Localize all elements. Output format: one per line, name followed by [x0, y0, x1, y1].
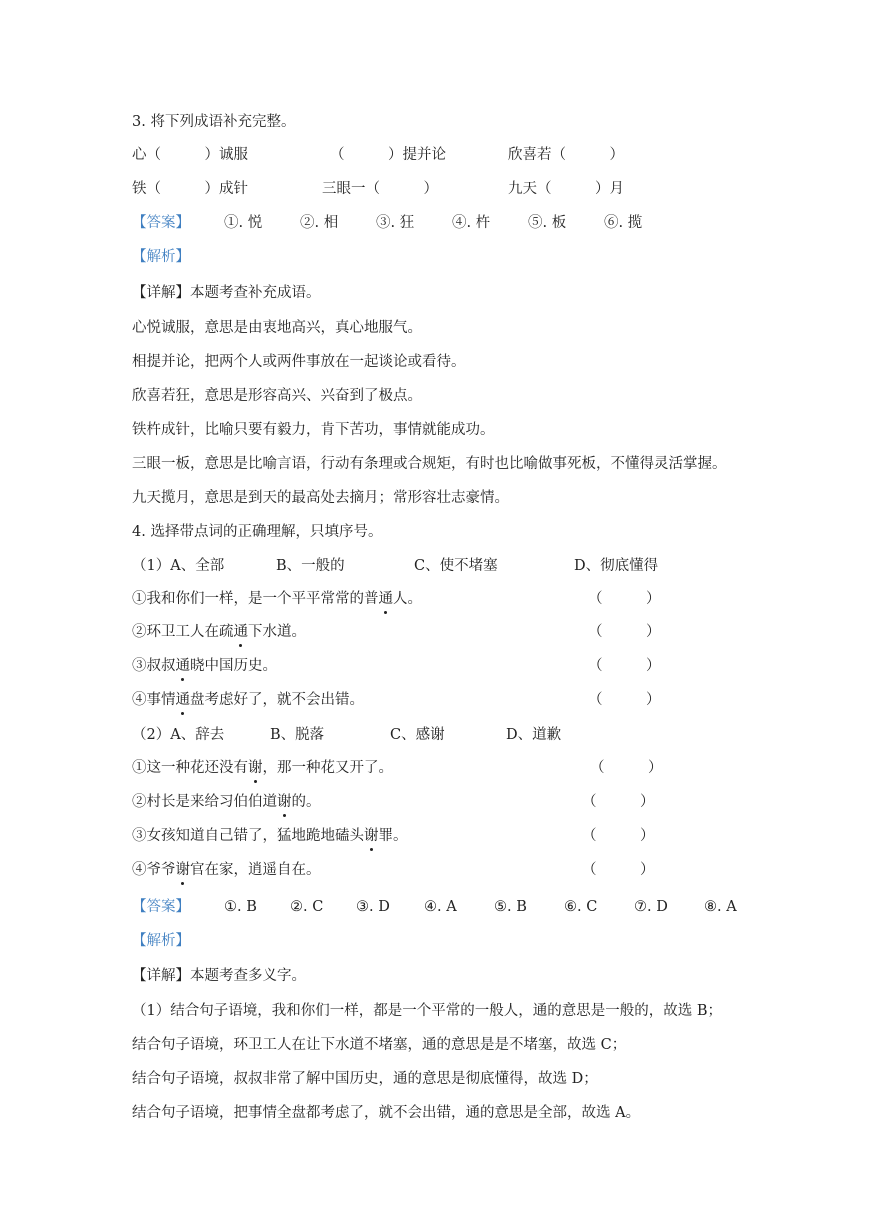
sentence-item: [132, 589, 422, 609]
option-label: （2）A、辞去: [132, 727, 225, 743]
dotted-char: 通: [175, 658, 190, 674]
option-label: （1）A、全部: [132, 558, 225, 574]
option-label: B、脱落: [270, 727, 325, 743]
answer-paren: （ ）: [582, 828, 655, 844]
explanation-line: 欣喜若狂，意思是形容高兴、兴奋到了极点。: [132, 388, 422, 404]
detail-heading: 【详解】本题考查补充成语。: [132, 285, 321, 301]
answer-item: ⑤. B: [494, 899, 527, 915]
sentence-text: ④事情: [132, 692, 176, 708]
sentence-text: 下水道。: [248, 624, 306, 640]
explanation-line: 三眼一板，意思是比喻言语，行动有条理或合规矩，有时也比喻做事死板，不懂得灵活掌握。: [132, 456, 727, 472]
answer-item: ⑤. 板: [528, 215, 567, 231]
sentence-item: [132, 758, 393, 778]
sentence-text: ③女孩知道自己错了，猛地跪地磕头: [132, 828, 364, 844]
idiom-blank: 三眼一（ ）: [322, 181, 438, 197]
answer-paren: （ ）: [582, 794, 655, 810]
sentence-item: [132, 792, 321, 812]
idiom-blank: 心（ ）诚服: [132, 147, 248, 163]
idiom-blank: 九天（ ）月: [508, 181, 624, 197]
question-3-title: 3. 将下列成语补充完整。: [132, 114, 296, 130]
answer-item: ③. D: [356, 899, 390, 915]
dotted-char: 通: [378, 591, 393, 607]
sentence-text: ②村长是来给习伯伯道: [132, 794, 277, 810]
sentence-text: ①这一种花还没有: [132, 760, 248, 776]
idiom-blank: 欣喜若（ ）: [508, 147, 624, 163]
option-label: D、彻底懂得: [574, 558, 659, 574]
answer-item: ④. A: [424, 899, 457, 915]
sentence-text: 的。: [291, 794, 321, 810]
option-label: C、感谢: [390, 727, 445, 743]
answer-paren: （ ）: [582, 862, 655, 878]
answer-item: ①. 悦: [224, 215, 263, 231]
answer-item: ④. 杵: [452, 215, 491, 231]
answer-item: ⑧. A: [704, 899, 737, 915]
sentence-text: ④爷爷: [132, 862, 176, 878]
answer-paren: （ ）: [590, 760, 663, 776]
explanation-line: 结合句子语境，环卫工人在让下水道不堵塞，通的意思是是不堵塞，故选 C；: [132, 1037, 627, 1053]
dotted-char: 谢: [248, 760, 263, 776]
sentence-text: ③叔叔: [132, 658, 176, 674]
answer-item: ②. C: [290, 899, 324, 915]
sentence-text: 官在家，逍遥自在。: [190, 862, 321, 878]
dotted-char: 通: [175, 692, 190, 708]
answer-item: ⑥. 揽: [604, 215, 643, 231]
explanation-line: 结合句子语境，叔叔非常了解中国历史，通的意思是彻底懂得，故选 D；: [132, 1071, 598, 1087]
sentence-text: 罪。: [378, 828, 408, 844]
question-4-title: 4. 选择带点词的正确理解，只填序号。: [132, 524, 383, 540]
answer-item: ⑦. D: [634, 899, 668, 915]
answer-item: ②. 相: [300, 215, 339, 231]
answer-item: ①. B: [224, 899, 257, 915]
sentence-text: ②环卫工人在疏: [132, 624, 234, 640]
detail-heading: 【详解】本题考查多义字。: [132, 968, 306, 984]
answer-paren: （ ）: [588, 658, 661, 674]
idiom-blank: （ ）提并论: [330, 147, 446, 163]
dotted-char: 谢: [277, 794, 292, 810]
option-label: C、使不堵塞: [414, 558, 498, 574]
explanation-line: 九天揽月，意思是到天的最高处去摘月；常形容壮志豪情。: [132, 490, 509, 506]
idiom-blank: 铁（ ）成针: [132, 181, 248, 197]
option-label: D、道歉: [506, 727, 562, 743]
analysis-tag: 【解析】: [132, 933, 190, 949]
answer-paren: （ ）: [588, 624, 661, 640]
explanation-line: （1）结合句子语境，我和你们一样，都是一个平常的一般人，通的意思是一般的，故选 B；: [132, 1003, 722, 1019]
dotted-char: 通: [233, 624, 248, 640]
answer-tag: 【答案】: [132, 899, 190, 915]
sentence-item: [132, 860, 321, 880]
answer-item: ⑥. C: [564, 899, 598, 915]
sentence-text: 人。: [393, 591, 422, 607]
dotted-char: 谢: [364, 828, 379, 844]
explanation-line: 心悦诚服，意思是由衷地高兴，真心地服气。: [132, 320, 422, 336]
sentence-text: ，那一种花又开了。: [262, 760, 393, 776]
explanation-line: 相提并论，把两个人或两件事放在一起谈论或看待。: [132, 354, 466, 370]
sentence-item: [132, 826, 408, 846]
answer-item: ③. 狂: [376, 215, 415, 231]
answer-paren: （ ）: [588, 692, 661, 708]
option-label: B、一般的: [276, 558, 345, 574]
answer-tag: 【答案】: [132, 215, 190, 231]
sentence-item: [132, 656, 277, 676]
answer-paren: （ ）: [588, 591, 661, 607]
explanation-line: 结合句子语境，把事情全盘都考虑了，就不会出错，通的意思是全部，故选 A。: [132, 1105, 641, 1121]
analysis-tag: 【解析】: [132, 249, 190, 265]
sentence-text: 盘考虑好了，就不会出错。: [190, 692, 364, 708]
sentence-text: ①我和你们一样，是一个平平常常的普: [132, 591, 379, 607]
sentence-item: [132, 622, 306, 642]
sentence-text: 晓中国历史。: [190, 658, 277, 674]
sentence-item: [132, 690, 364, 710]
explanation-line: 铁杵成针，比喻只要有毅力，肯下苦功，事情就能成功。: [132, 422, 495, 438]
dotted-char: 谢: [175, 862, 190, 878]
